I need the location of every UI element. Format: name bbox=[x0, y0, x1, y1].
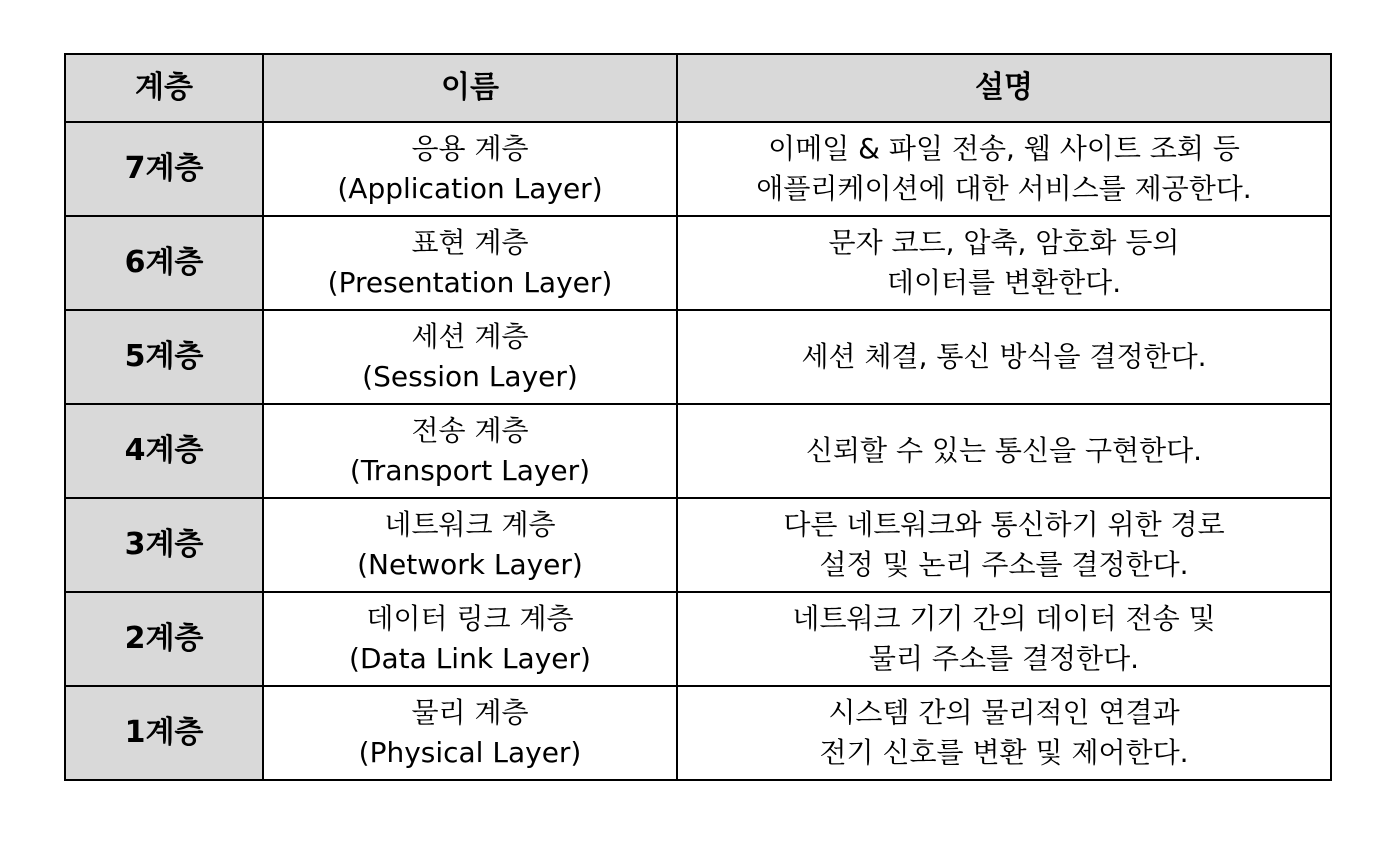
layer-number: 3계층 bbox=[65, 498, 263, 592]
layer-name bbox=[263, 122, 677, 216]
table-row bbox=[65, 310, 1331, 404]
table-row bbox=[65, 592, 1331, 686]
layer-description bbox=[677, 404, 1331, 498]
layer-name-korean: 데이터 링크 계층 bbox=[366, 602, 574, 635]
layer-name-korean: 표현 계층 bbox=[411, 226, 529, 259]
description-line: 문자 코드, 압축, 암호화 등의 bbox=[828, 226, 1180, 259]
layer-name bbox=[263, 216, 677, 310]
layer-name-korean: 세션 계층 bbox=[411, 320, 529, 353]
header-description: 설명 bbox=[677, 54, 1331, 122]
layer-name-korean: 전송 계층 bbox=[411, 414, 529, 447]
description-line: 데이터를 변환한다. bbox=[886, 266, 1122, 299]
layer-description bbox=[677, 686, 1331, 780]
header-row bbox=[65, 54, 1331, 122]
layer-name bbox=[263, 310, 677, 404]
description-line: 시스템 간의 물리적인 연결과 bbox=[828, 696, 1180, 729]
layer-name-english: (Presentation Layer) bbox=[327, 266, 613, 299]
description-line: 애플리케이션에 대한 서비스를 제공한다. bbox=[756, 172, 1252, 205]
description-line: 이메일 & 파일 전송, 웹 사이트 조회 등 bbox=[768, 132, 1240, 165]
layer-name-english: (Session Layer) bbox=[362, 360, 578, 393]
layer-number: 1계층 bbox=[65, 686, 263, 780]
table-row bbox=[65, 404, 1331, 498]
layer-name-korean: 응용 계층 bbox=[411, 132, 529, 165]
layer-description bbox=[677, 122, 1331, 216]
table-row bbox=[65, 686, 1331, 780]
layer-number: 5계층 bbox=[65, 310, 263, 404]
header-name: 이름 bbox=[263, 54, 677, 122]
layer-description bbox=[677, 592, 1331, 686]
layer-name-korean: 네트워크 계층 bbox=[384, 508, 556, 541]
layer-name bbox=[263, 592, 677, 686]
layer-number: 2계층 bbox=[65, 592, 263, 686]
table-row bbox=[65, 122, 1331, 216]
table-row bbox=[65, 216, 1331, 310]
layer-name-english: (Network Layer) bbox=[357, 548, 583, 581]
description-line: 설정 및 논리 주소를 결정한다. bbox=[819, 548, 1189, 581]
description-line: 신뢰할 수 있는 통신을 구현한다. bbox=[805, 434, 1203, 467]
layer-description bbox=[677, 216, 1331, 310]
layer-number: 4계층 bbox=[65, 404, 263, 498]
layer-name-english: (Data Link Layer) bbox=[349, 642, 591, 675]
layer-name-english: (Physical Layer) bbox=[358, 736, 582, 769]
description-line: 물리 주소를 결정한다. bbox=[868, 642, 1140, 675]
layer-name bbox=[263, 404, 677, 498]
header-layer: 계층 bbox=[65, 54, 263, 122]
table-row bbox=[65, 498, 1331, 592]
osi-layers-table bbox=[64, 53, 1332, 781]
layer-name-english: (Transport Layer) bbox=[349, 454, 591, 487]
layer-name bbox=[263, 498, 677, 592]
layer-description bbox=[677, 310, 1331, 404]
description-line: 다른 네트워크와 통신하기 위한 경로 bbox=[783, 508, 1225, 541]
layer-number: 7계층 bbox=[65, 122, 263, 216]
description-line: 세션 체결, 통신 방식을 결정한다. bbox=[801, 340, 1207, 373]
layer-name-korean: 물리 계층 bbox=[411, 696, 529, 729]
layer-name-english: (Application Layer) bbox=[337, 172, 603, 205]
layer-number: 6계층 bbox=[65, 216, 263, 310]
layer-description bbox=[677, 498, 1331, 592]
layer-name bbox=[263, 686, 677, 780]
description-line: 네트워크 기기 간의 데이터 전송 및 bbox=[792, 602, 1216, 635]
description-line: 전기 신호를 변환 및 제어한다. bbox=[819, 736, 1189, 769]
